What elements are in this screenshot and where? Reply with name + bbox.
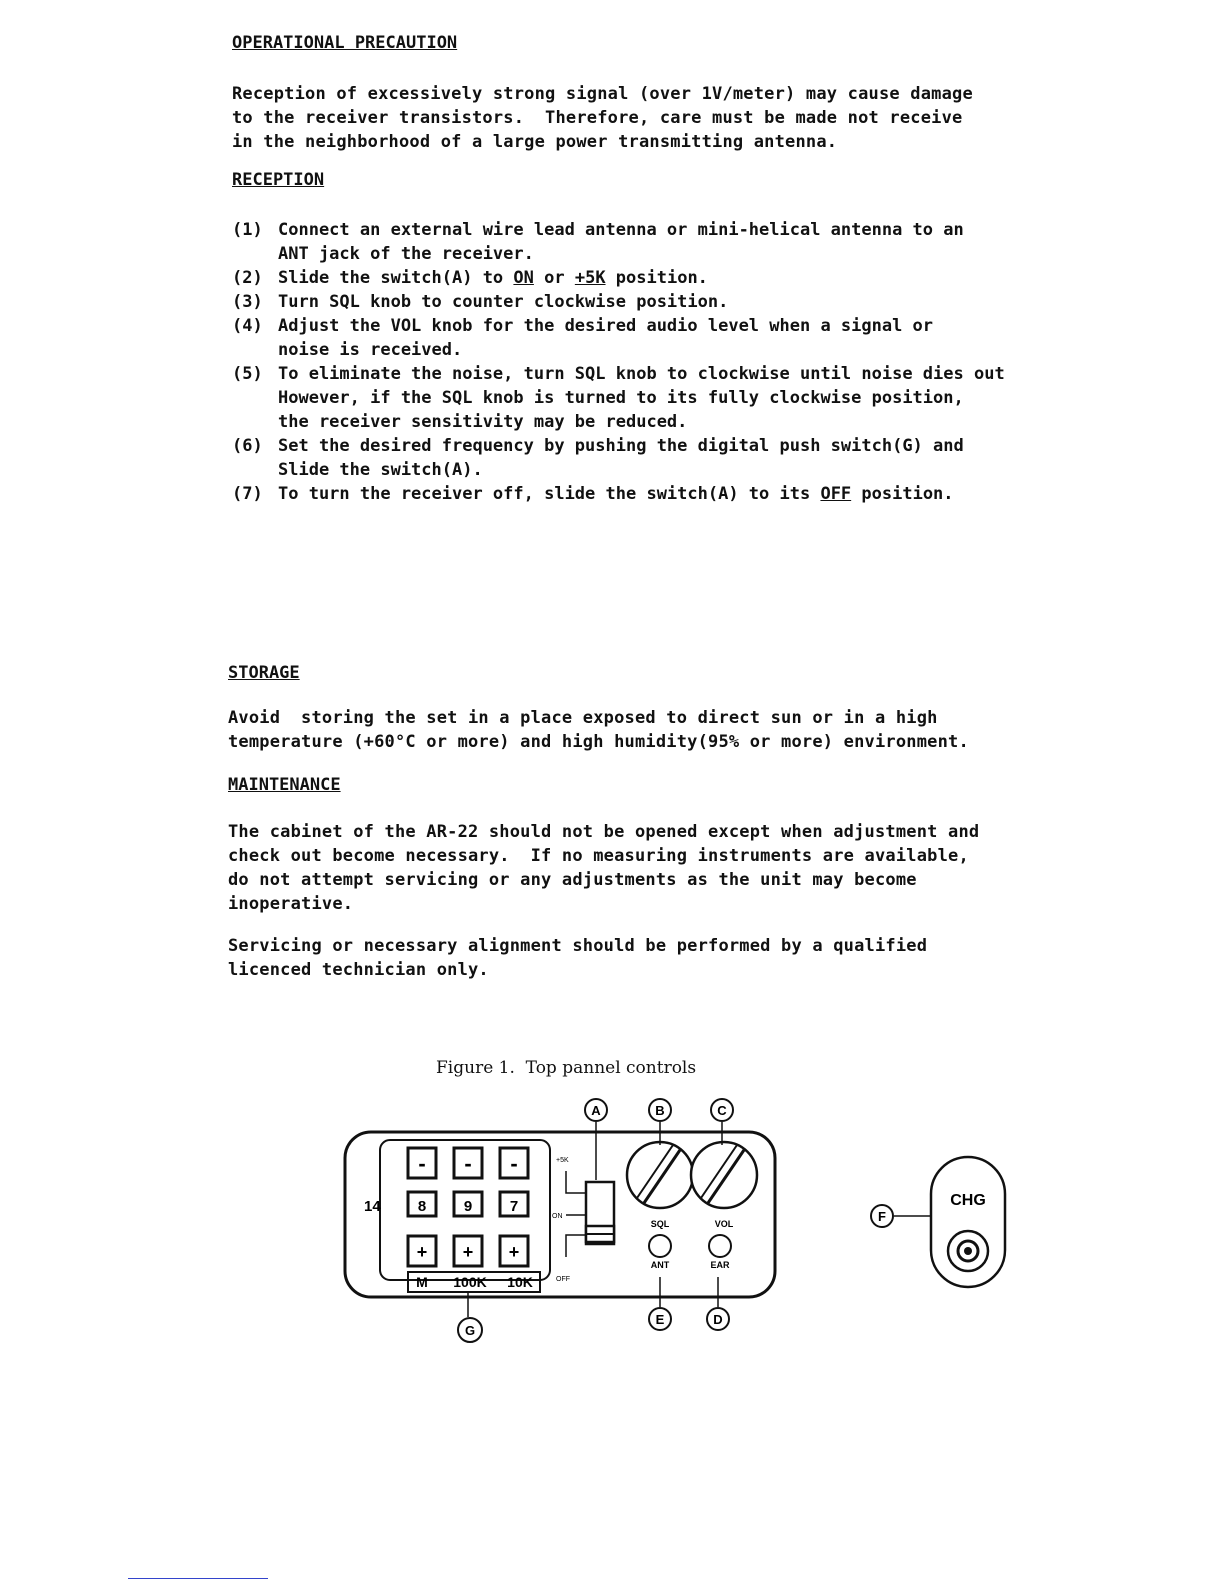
switch-label-plus5k: +5K (556, 1157, 569, 1164)
side-number: 14 (364, 1198, 381, 1215)
reception-item-5-line-2: However, if the SQL knob is turned to its fully clockwise position, (278, 388, 964, 408)
callout-d (707, 1308, 729, 1330)
charge-label: CHG (950, 1192, 986, 1209)
switch-label-on: ON (552, 1213, 563, 1220)
figure-caption: Figure 1. Top pannel controls (436, 1058, 697, 1078)
digit-100k: 9 (463, 1198, 473, 1215)
plus-label-100k: + (462, 1242, 474, 1262)
reception-item-1-num: (1) (232, 220, 263, 240)
reception-item-6-line-1: Set the desired frequency by pushing the digital push switch(G) and (278, 436, 964, 456)
reception-item-7-text: To turn the receiver off, slide the switch(A) to its OFF position. (278, 484, 954, 504)
charge-panel (931, 1157, 1005, 1287)
reception-item-6-line-2: Slide the switch(A). (278, 460, 483, 480)
reception-item-4-line-2: noise is received. (278, 340, 463, 360)
plus-label-m: + (416, 1242, 428, 1262)
reception-item-1-line-1: Connect an external wire lead antenna or mini-helical antenna to an (278, 220, 964, 240)
maintenance-p1-line-2: check out become necessary. If no measuring instruments are available, (228, 846, 969, 866)
operational-line-1: Reception of excessively strong signal (over 1V/meter) may cause damage (232, 84, 973, 104)
callout-b (649, 1099, 671, 1121)
vol-knob[interactable] (691, 1142, 757, 1208)
reception-item-7-num: (7) (232, 484, 263, 504)
maintenance-p1-line-1: The cabinet of the AR-22 should not be opened except when adjustment and (228, 822, 980, 842)
digit-column-100k (454, 1148, 482, 1266)
digit-column-m (408, 1148, 436, 1266)
switch-a[interactable] (552, 1157, 614, 1283)
reception-item-1-line-2: ANT jack of the receiver. (278, 244, 534, 264)
digit-label-m: M (416, 1274, 428, 1290)
svg-text:A: A (591, 1103, 601, 1118)
callout-f (871, 1205, 893, 1227)
reception-item-2-num: (2) (232, 268, 263, 288)
callout-a (585, 1099, 607, 1121)
operational-line-3: in the neighborhood of a large power transmitting antenna. (232, 132, 838, 152)
reception-item-5-line-3: the receiver sensitivity may be reduced. (278, 412, 688, 432)
svg-text:G: G (464, 1323, 476, 1338)
svg-text:E: E (655, 1312, 665, 1327)
top-panel-diagram (0, 1085, 1225, 1485)
minus-label-m: - (418, 1151, 426, 1176)
reception-item-4-line-1: Adjust the VOL knob for the desired audio level when a signal or (278, 316, 934, 336)
reception-item-3-line-1: Turn SQL knob to counter clockwise position. (278, 292, 729, 312)
ant-jack[interactable] (649, 1235, 671, 1257)
callout-g (458, 1318, 482, 1342)
storage-line-1: Avoid storing the set in a place exposed to direct sun or in a high (228, 708, 938, 728)
digit-label-100k: 100K (453, 1274, 487, 1290)
maintenance-heading: MAINTENANCE (228, 775, 341, 795)
svg-text:D: D (713, 1312, 723, 1327)
reception-item-4-num: (4) (232, 316, 263, 336)
maintenance-p1-line-4: inoperative. (228, 894, 354, 914)
reception-item-3-num: (3) (232, 292, 263, 312)
svg-text:C: C (717, 1103, 727, 1118)
jack-label-ant: ANT (650, 1260, 670, 1270)
jack-label-ear: EAR (710, 1260, 730, 1270)
storage-heading: STORAGE (228, 663, 300, 683)
maintenance-p1-line-3: do not attempt servicing or any adjustments as the unit may become (228, 870, 917, 890)
digit-column-10k (500, 1148, 528, 1266)
ear-jack[interactable] (709, 1235, 731, 1257)
svg-text:B: B (655, 1103, 665, 1118)
reception-item-6-num: (6) (232, 436, 263, 456)
digit-label-10k: 10K (507, 1274, 533, 1290)
operational-line-2: to the receiver transistors. Therefore, care must be made not receive (232, 108, 963, 128)
knob-label-sql: SQL (650, 1219, 670, 1229)
operational-heading: OPERATIONAL PRECAUTION (232, 33, 458, 53)
storage-line-2: temperature (+60°C or more) and high humidity(95% or more) environment. (228, 732, 969, 752)
reception-heading: RECEPTION (232, 170, 325, 190)
sql-knob[interactable] (627, 1142, 693, 1208)
digit-m: 8 (417, 1198, 427, 1215)
digit-10k: 7 (509, 1198, 519, 1215)
reception-item-5-line-1: To eliminate the noise, turn SQL knob to clockwise until noise dies out (278, 364, 1005, 384)
reception-item-2-text: Slide the switch(A) to ON or +5K position. (278, 268, 708, 288)
reception-item-5-num: (5) (232, 364, 263, 384)
knob-label-vol: VOL (714, 1219, 734, 1229)
maintenance-p2-line-1: Servicing or necessary alignment should be performed by a qualified (228, 936, 928, 956)
footer-rule (128, 1578, 268, 1579)
plus-label-10k: + (508, 1242, 520, 1262)
minus-label-100k: - (464, 1151, 472, 1176)
maintenance-p2-line-2: licenced technician only. (228, 960, 489, 980)
switch-label-off: OFF (556, 1276, 570, 1283)
callout-c (711, 1099, 733, 1121)
svg-text:F: F (878, 1209, 886, 1224)
minus-label-10k: - (510, 1151, 518, 1176)
callout-e (649, 1308, 671, 1330)
